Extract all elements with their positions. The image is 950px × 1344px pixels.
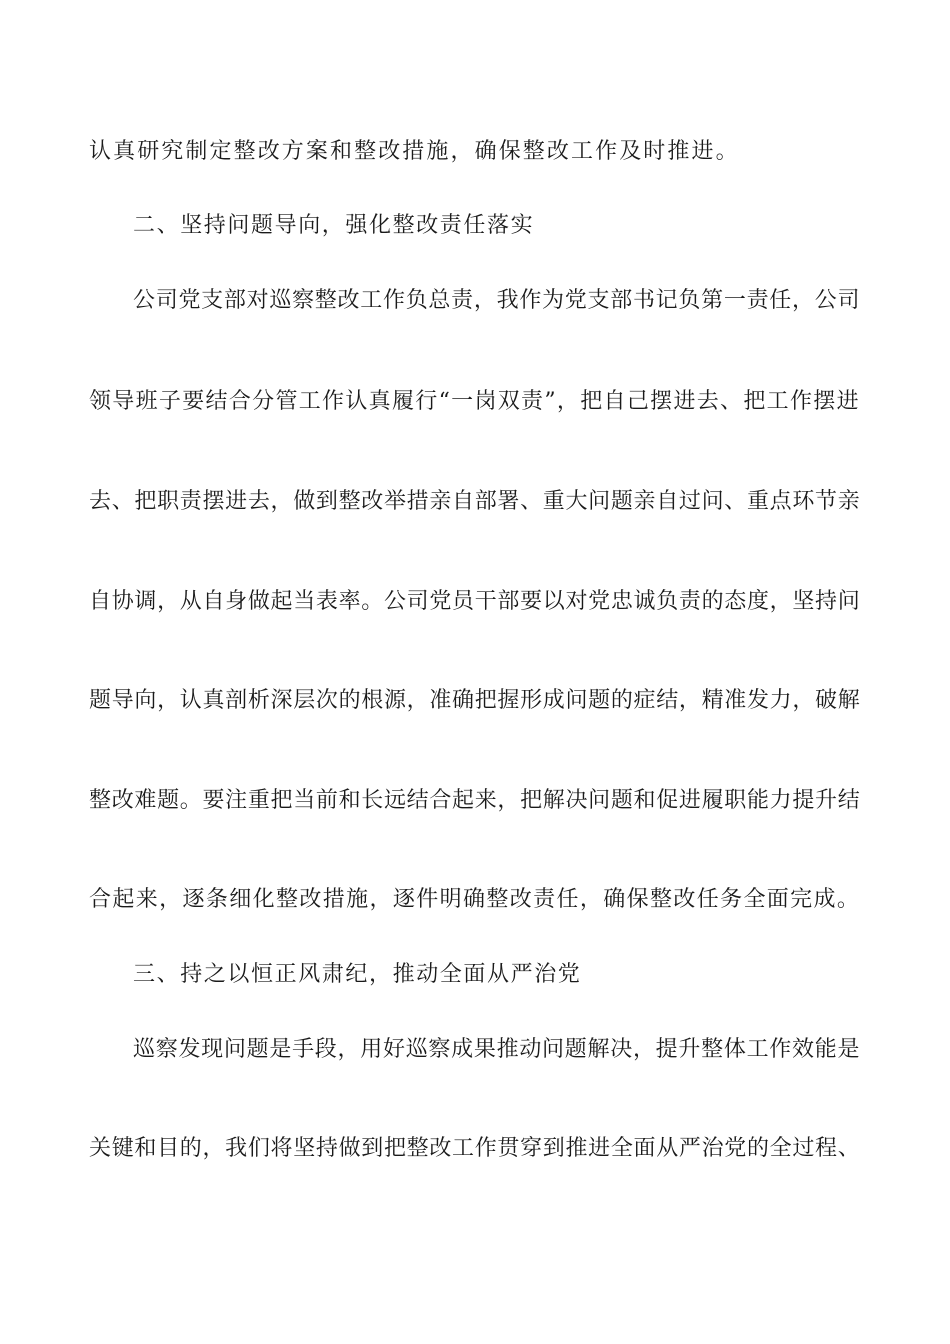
paragraph-line: 题导向，认真剖析深层次的根源，准确把握形成问题的症结，精准发力，破解: [89, 688, 861, 713]
paragraph-line: 领导班子要结合分管工作认真履行“一岗双责”，把自己摆进去、把工作摆进: [89, 389, 860, 414]
paragraph-line: 巡察发现问题是手段，用好巡察成果推动问题解决，提升整体工作效能是: [133, 1037, 861, 1062]
paragraph-line: 自协调，从自身做起当表率。公司党员干部要以对党忠诚负责的态度，坚持问: [89, 589, 861, 614]
paragraph-line: 合起来，逐条细化整改措施，逐件明确整改责任，确保整改任务全面完成。: [89, 887, 861, 912]
paragraph-line: 公司党支部对巡察整改工作负总责，我作为党支部书记负第一责任，公司: [133, 288, 861, 313]
paragraph-line: 认真研究制定整改方案和整改措施，确保整改工作及时推进。: [89, 139, 740, 164]
paragraph-line: 整改难题。要注重把当前和长远结合起来，把解决问题和促进履职能力提升结: [89, 788, 861, 813]
section-heading-3: 三、持之以恒正风肃纪，推动全面从严治党: [133, 962, 582, 987]
section-heading-2: 二、坚持问题导向，强化整改责任落实: [133, 213, 535, 238]
paragraph-line: 关键和目的，我们将坚持做到把整改工作贯穿到推进全面从严治党的全过程、: [89, 1136, 861, 1161]
paragraph-line: 去、把职责摆进去，做到整改举措亲自部署、重大问题亲自过问、重点环节亲: [89, 489, 861, 514]
